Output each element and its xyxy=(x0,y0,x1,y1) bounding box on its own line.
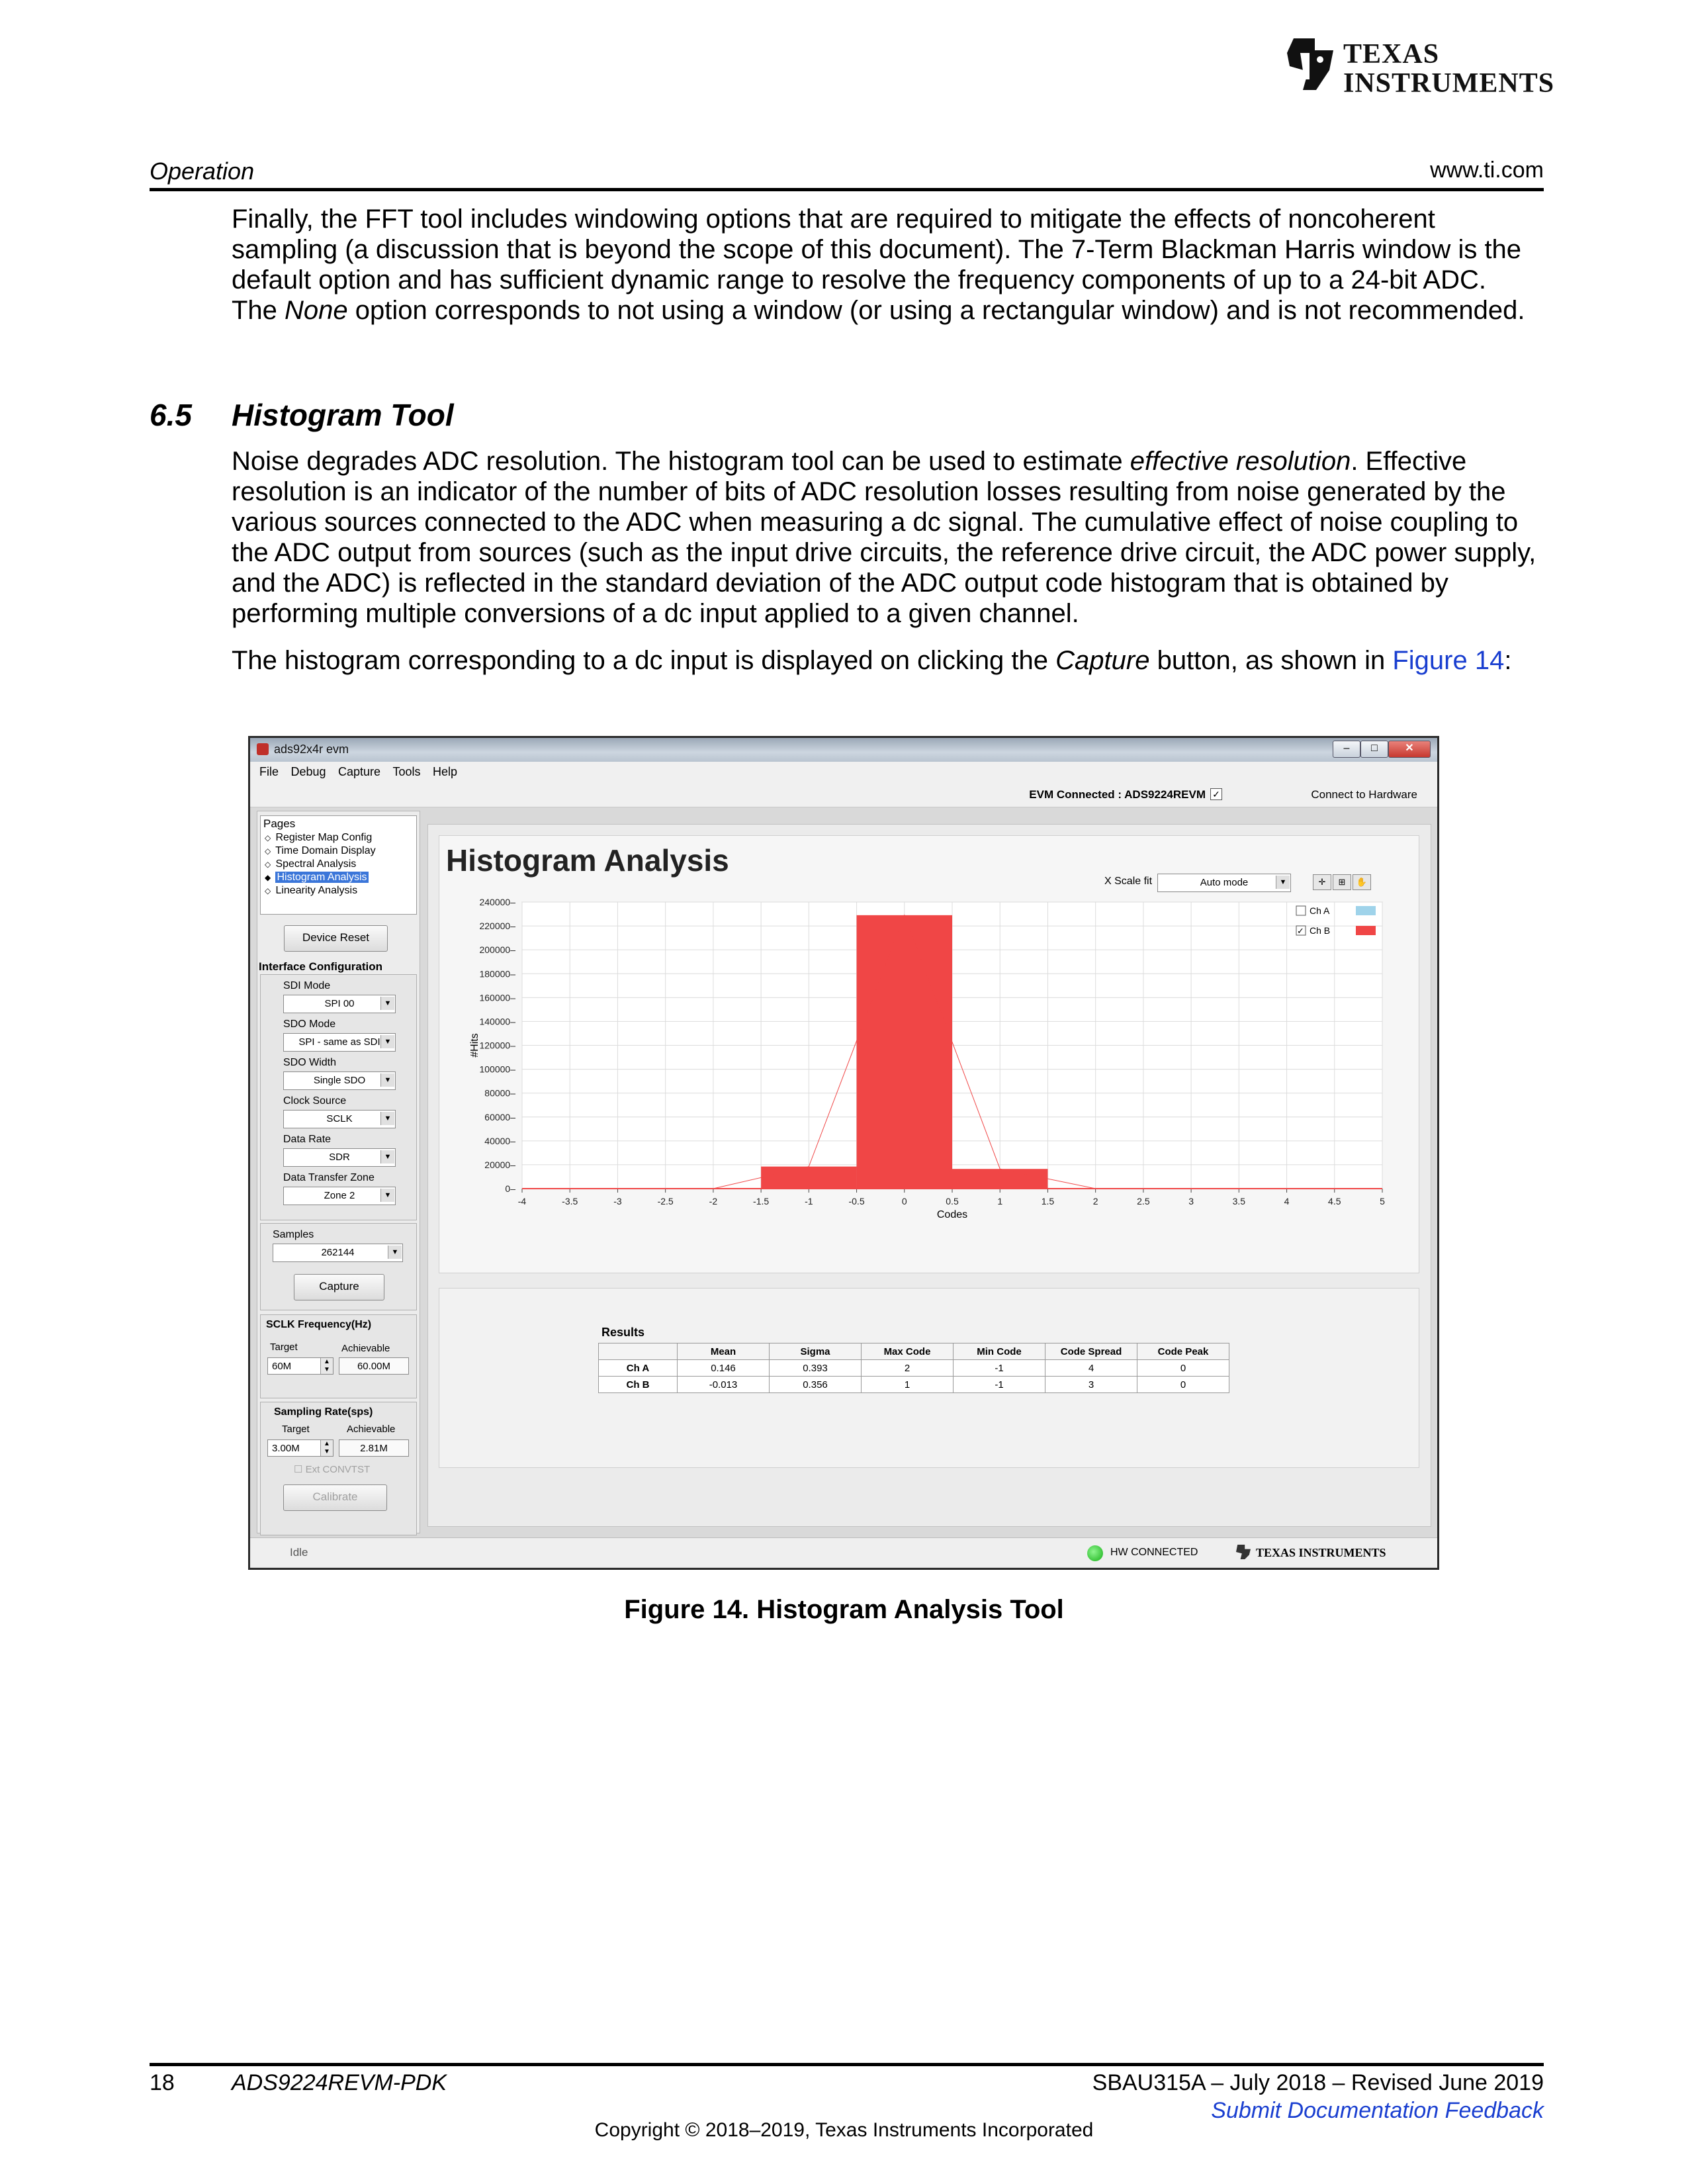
select-value: Single SDO xyxy=(313,1075,366,1086)
menu-bar xyxy=(250,762,1437,782)
chevron-down-icon: ▼ xyxy=(1276,876,1290,889)
code-peak-value: 0 xyxy=(1137,1377,1229,1393)
samples-select[interactable] xyxy=(273,1244,403,1262)
pan-tool-icon[interactable]: ✋ xyxy=(1353,874,1371,890)
zoom-tool-icon[interactable]: ⊞ xyxy=(1333,874,1351,890)
y-tick-label: 20000– xyxy=(484,1159,515,1170)
app-icon xyxy=(257,743,269,755)
x-tick-label: -4 xyxy=(517,1196,527,1206)
pages-list xyxy=(260,815,417,915)
srate-achievable-label: Achievable xyxy=(347,1424,396,1435)
left-panel xyxy=(257,811,420,1533)
clock-source-select[interactable] xyxy=(283,1110,396,1128)
srate-target-input[interactable] xyxy=(267,1439,333,1457)
legend-chb-swatch xyxy=(1356,926,1376,935)
select-value: SDR xyxy=(329,1152,350,1163)
window-controls xyxy=(1333,741,1432,758)
evm-connected-label: EVM Connected : ADS9224REVM xyxy=(1029,788,1206,801)
maximize-button[interactable]: □ xyxy=(1360,741,1388,758)
header-max-code: Max Code xyxy=(862,1343,954,1360)
srate-target-label: Target xyxy=(282,1424,310,1435)
device-reset-button[interactable]: Device Reset xyxy=(284,925,388,952)
menu-debug[interactable]: Debug xyxy=(290,765,326,778)
paragraph-effective-resolution xyxy=(232,446,1538,629)
chevron-down-icon: ▼ xyxy=(380,1150,394,1163)
footer-rule xyxy=(150,2063,1544,2066)
sdo-mode-select[interactable] xyxy=(283,1033,396,1052)
sampling-rate-group xyxy=(260,1402,417,1535)
app-window xyxy=(248,736,1439,1570)
y-tick-label: 140000– xyxy=(479,1016,515,1027)
x-tick-label: 3.5 xyxy=(1232,1196,1246,1206)
x-tick-label: -3 xyxy=(613,1196,622,1206)
radio-icon: ◇ xyxy=(265,886,271,895)
document-revision: SBAU315A – July 2018 – Revised June 2019 xyxy=(1092,2070,1544,2095)
x-tick-label: -0.5 xyxy=(848,1196,865,1206)
sclk-frequency-title: SCLK Frequency(Hz) xyxy=(266,1319,372,1330)
paragraph-text: Finally, the FFT tool includes windowing options that are required to mitigate the effects of noncoherent sampling (a discussion that is beyond the scope of this document). The 7-Term Blackman Harris window is the default option and has sufficient dynamic range to resolve the frequency components of up to a 24-bit ADC. The xyxy=(232,205,1522,325)
section-title: Histogram Tool xyxy=(232,398,454,432)
data-transfer-zone-label: Data Transfer Zone xyxy=(283,1172,375,1183)
ext-convst-label: Ext CONVTST xyxy=(305,1464,371,1475)
sclk-target-label: Target xyxy=(270,1342,298,1353)
select-value: SPI - same as SDI xyxy=(298,1036,380,1048)
section-number: 6.5 xyxy=(150,398,192,432)
srate-achievable-value: 2.81M xyxy=(339,1439,409,1457)
page-number: 18 xyxy=(150,2070,175,2095)
x-tick-label: 5 xyxy=(1380,1196,1385,1206)
sclk-achievable-label: Achievable xyxy=(341,1343,390,1354)
page-time-domain-display[interactable] xyxy=(265,845,376,857)
radio-icon: ◇ xyxy=(265,846,271,856)
x-scale-fit-label: X Scale fit xyxy=(1104,876,1153,887)
page-linearity-analysis[interactable] xyxy=(265,885,357,897)
x-tick-label: 3 xyxy=(1188,1196,1194,1206)
x-tick-label: -1 xyxy=(805,1196,813,1206)
paragraph-capture xyxy=(232,645,1538,676)
menu-help[interactable]: Help xyxy=(432,765,457,778)
radio-selected-icon: ◆ xyxy=(265,873,271,882)
main-panel xyxy=(427,824,1431,1527)
mean-value: -0.013 xyxy=(678,1377,770,1393)
samples-label: Samples xyxy=(273,1229,314,1240)
status-bar xyxy=(250,1537,1437,1567)
paragraph-text: Noise degrades ADC resolution. The histogram tool can be used to estimate xyxy=(232,447,1130,476)
histogram-bar xyxy=(857,915,952,1189)
document-name: ADS9224REVM-PDK xyxy=(232,2070,447,2095)
y-tick-label: 100000– xyxy=(479,1064,515,1075)
submit-feedback-link[interactable]: Submit Documentation Feedback xyxy=(1211,2098,1544,2123)
cursor-tool-icon[interactable]: ✛ xyxy=(1313,874,1331,890)
sdo-width-label: SDO Width xyxy=(283,1057,337,1068)
sclk-frequency-group xyxy=(260,1314,417,1398)
spinner-arrows-icon[interactable]: ▲ ▼ xyxy=(320,1358,333,1374)
spinner-arrows-icon[interactable]: ▲ ▼ xyxy=(320,1440,333,1456)
sampling-rate-title: Sampling Rate(sps) xyxy=(274,1406,373,1418)
input-value: 3.00M xyxy=(272,1443,300,1454)
paragraph-text: button, as shown in xyxy=(1149,646,1393,675)
x-tick-label: -2.5 xyxy=(657,1196,674,1206)
title-bar[interactable] xyxy=(250,738,1437,762)
y-tick-label: 80000– xyxy=(484,1087,515,1099)
table-row xyxy=(599,1360,1229,1377)
x-tick-label: 1.5 xyxy=(1041,1196,1055,1206)
legend-cha-checkbox xyxy=(1296,906,1306,915)
window-title: ads92x4r evm xyxy=(274,743,349,756)
row-label: Ch A xyxy=(599,1360,678,1377)
legend-chb-check: ✓ xyxy=(1297,927,1304,936)
ti-logo-icon xyxy=(1280,33,1340,93)
menu-capture[interactable]: Capture xyxy=(337,765,381,778)
select-value: Auto mode xyxy=(1200,877,1249,888)
calibrate-button[interactable]: Calibrate xyxy=(283,1484,387,1511)
min-code-value: -1 xyxy=(954,1377,1045,1393)
chevron-down-icon: ▼ xyxy=(380,1073,394,1087)
page-label: Histogram Analysis xyxy=(277,872,367,883)
ti-logo xyxy=(1280,33,1555,99)
connect-hardware-label: Connect to Hardware xyxy=(1311,788,1417,801)
select-value: Zone 2 xyxy=(324,1190,355,1201)
header-min-code: Min Code xyxy=(954,1343,1045,1360)
input-value: 60M xyxy=(272,1361,292,1372)
table-row xyxy=(599,1377,1229,1393)
y-tick-label: 220000– xyxy=(479,921,515,932)
radio-icon: ◇ xyxy=(265,833,271,842)
y-tick-label: 180000– xyxy=(479,968,515,979)
interface-configuration-group xyxy=(260,974,417,1220)
x-tick-label: 1 xyxy=(997,1196,1003,1206)
figure-caption: Figure 14. Histogram Analysis Tool xyxy=(624,1595,1064,1624)
page-label: Time Domain Display xyxy=(275,845,376,856)
logo-line-2: INSTRUMENTS xyxy=(1343,68,1555,99)
results-header-row xyxy=(599,1343,1229,1360)
x-tick-label: 4.5 xyxy=(1328,1196,1341,1206)
hw-connected-label: HW CONNECTED xyxy=(1110,1547,1198,1558)
results-frame xyxy=(439,1288,1419,1468)
minimize-button[interactable]: – xyxy=(1333,741,1360,758)
header-code-spread: Code Spread xyxy=(1045,1343,1137,1360)
y-tick-label: 240000– xyxy=(479,897,515,907)
x-tick-label: 4 xyxy=(1284,1196,1290,1206)
pages-title: Pages xyxy=(263,817,296,830)
sdi-mode-select[interactable] xyxy=(283,995,396,1013)
radio-icon: ◇ xyxy=(265,860,271,869)
x-tick-label: 0.5 xyxy=(946,1196,959,1206)
header-sigma: Sigma xyxy=(770,1343,862,1360)
x-tick-label: 0 xyxy=(901,1196,907,1206)
page-label: Register Map Config xyxy=(275,832,373,843)
copyright: Copyright © 2018–2019, Texas Instruments Incorporated xyxy=(594,2119,1094,2141)
sdi-mode-label: SDI Mode xyxy=(283,980,331,991)
header-rule xyxy=(150,188,1544,191)
sclk-achievable-value: 60.00M xyxy=(339,1357,409,1375)
close-button[interactable]: ✕ xyxy=(1388,741,1431,758)
y-tick-label: 40000– xyxy=(484,1135,515,1146)
histogram-bar xyxy=(761,1167,856,1189)
paragraph-fft-windowing xyxy=(232,204,1538,326)
select-value: SPI 00 xyxy=(324,998,355,1009)
x-tick-label: -1.5 xyxy=(753,1196,770,1206)
samples-group xyxy=(260,1223,417,1310)
emphasis-effective-resolution: effective resolution xyxy=(1130,447,1351,476)
chevron-down-icon: ▼ xyxy=(380,997,394,1010)
legend-cha-label: Ch A xyxy=(1310,905,1330,916)
sdo-width-select[interactable] xyxy=(283,1071,396,1090)
page-histogram-analysis[interactable] xyxy=(265,872,369,884)
y-tick-label: 0– xyxy=(505,1183,515,1194)
graph-tools xyxy=(1313,874,1376,890)
clock-source-label: Clock Source xyxy=(283,1095,347,1107)
emphasis-capture: Capture xyxy=(1055,646,1150,675)
page-register-map-config[interactable] xyxy=(265,832,372,844)
capture-button[interactable]: Capture xyxy=(294,1274,384,1300)
sigma-value: 0.393 xyxy=(770,1360,862,1377)
x-tick-label: -2 xyxy=(709,1196,718,1206)
header-cell xyxy=(599,1343,678,1360)
chevron-down-icon: ▼ xyxy=(380,1189,394,1202)
header-mean: Mean xyxy=(678,1343,770,1360)
legend-cha-swatch xyxy=(1356,906,1376,915)
sclk-target-input[interactable] xyxy=(267,1357,333,1375)
histogram-bar xyxy=(952,1169,1047,1189)
code-spread-value: 4 xyxy=(1045,1360,1137,1377)
paragraph-text: The histogram corresponding to a dc input is displayed on clicking the xyxy=(232,646,1056,675)
row-label: Ch B xyxy=(599,1377,678,1393)
figure-14-link[interactable]: Figure 14 xyxy=(1392,646,1505,675)
interface-configuration-title: Interface Configuration xyxy=(259,960,383,973)
results-title: Results xyxy=(601,1326,645,1339)
histogram-analysis-title: Histogram Analysis xyxy=(446,843,729,878)
y-tick-label: 200000– xyxy=(479,944,515,956)
menu-tools[interactable]: Tools xyxy=(392,765,421,778)
y-tick-label: 160000– xyxy=(479,992,515,1003)
connection-bar xyxy=(250,782,1437,807)
select-value: SCLK xyxy=(326,1113,353,1124)
max-code-value: 2 xyxy=(862,1360,954,1377)
data-rate-label: Data Rate xyxy=(283,1134,332,1145)
min-code-value: -1 xyxy=(954,1360,1045,1377)
paragraph-text: option corresponds to not using a window (or using a rectangular window) and is not recommended. xyxy=(347,296,1525,325)
sdo-mode-label: SDO Mode xyxy=(283,1019,336,1030)
chevron-down-icon: ▼ xyxy=(380,1112,394,1125)
paragraph-text: : xyxy=(1504,646,1512,675)
chevron-down-icon: ▼ xyxy=(388,1246,402,1259)
x-axis-label: Codes xyxy=(936,1209,968,1220)
y-tick-label: 60000– xyxy=(484,1111,515,1122)
menu-file[interactable]: File xyxy=(259,765,279,778)
page-label: Spectral Analysis xyxy=(275,858,357,870)
x-tick-label: -3.5 xyxy=(562,1196,578,1206)
y-axis-label: #Hits xyxy=(469,1033,480,1058)
header-website: www.ti.com xyxy=(1430,158,1544,183)
max-code-value: 1 xyxy=(862,1377,954,1393)
connect-hardware-checkbox[interactable]: ✓ xyxy=(1210,788,1222,800)
hw-connected-led-icon xyxy=(1087,1545,1103,1561)
header-section-label: Operation xyxy=(150,158,255,185)
legend-chb-label: Ch B xyxy=(1310,925,1331,936)
header-code-peak: Code Peak xyxy=(1137,1343,1229,1360)
emphasis-none: None xyxy=(285,296,348,325)
page-spectral-analysis[interactable] xyxy=(265,858,356,870)
status-idle: Idle xyxy=(290,1546,308,1559)
histogram-chart xyxy=(439,895,1419,1266)
select-value: 262144 xyxy=(321,1247,355,1258)
code-peak-value: 0 xyxy=(1137,1360,1229,1377)
x-tick-label: 2.5 xyxy=(1137,1196,1150,1206)
ti-brand-text: TEXAS INSTRUMENTS xyxy=(1256,1546,1386,1559)
data-transfer-zone-select[interactable] xyxy=(283,1187,396,1205)
x-tick-label: 2 xyxy=(1092,1196,1098,1206)
mean-value: 0.146 xyxy=(678,1360,770,1377)
histogram-frame xyxy=(439,835,1419,1273)
ext-convst-checkbox[interactable]: ☐ Ext CONVTST xyxy=(294,1464,371,1475)
ti-logo-small-icon xyxy=(1236,1545,1251,1559)
results-table xyxy=(598,1343,1229,1393)
y-tick-label: 120000– xyxy=(479,1040,515,1051)
logo-line-1: TEXAS xyxy=(1343,39,1440,69)
data-rate-select[interactable] xyxy=(283,1148,396,1167)
chevron-down-icon: ▼ xyxy=(380,1035,394,1048)
page-label: Linearity Analysis xyxy=(275,885,358,896)
paragraph-text: . Effective resolution is an indicator of the number of bits of ADC resolution losses resulting from noise generated by the various sources connected to the ADC when measuring a dc signal. The cumulative effect of noise coupling to the ADC output from sources (such as the input drive circuits, the reference drive circuit, the ADC power supply, and the ADC) is reflected in the standard deviation of the ADC output code histogram that is obtained by performing multiple conversions of a dc input applied to a given channel. xyxy=(232,447,1536,628)
code-spread-value: 3 xyxy=(1045,1377,1137,1393)
x-scale-fit-select[interactable] xyxy=(1157,874,1291,892)
sigma-value: 0.356 xyxy=(770,1377,862,1393)
